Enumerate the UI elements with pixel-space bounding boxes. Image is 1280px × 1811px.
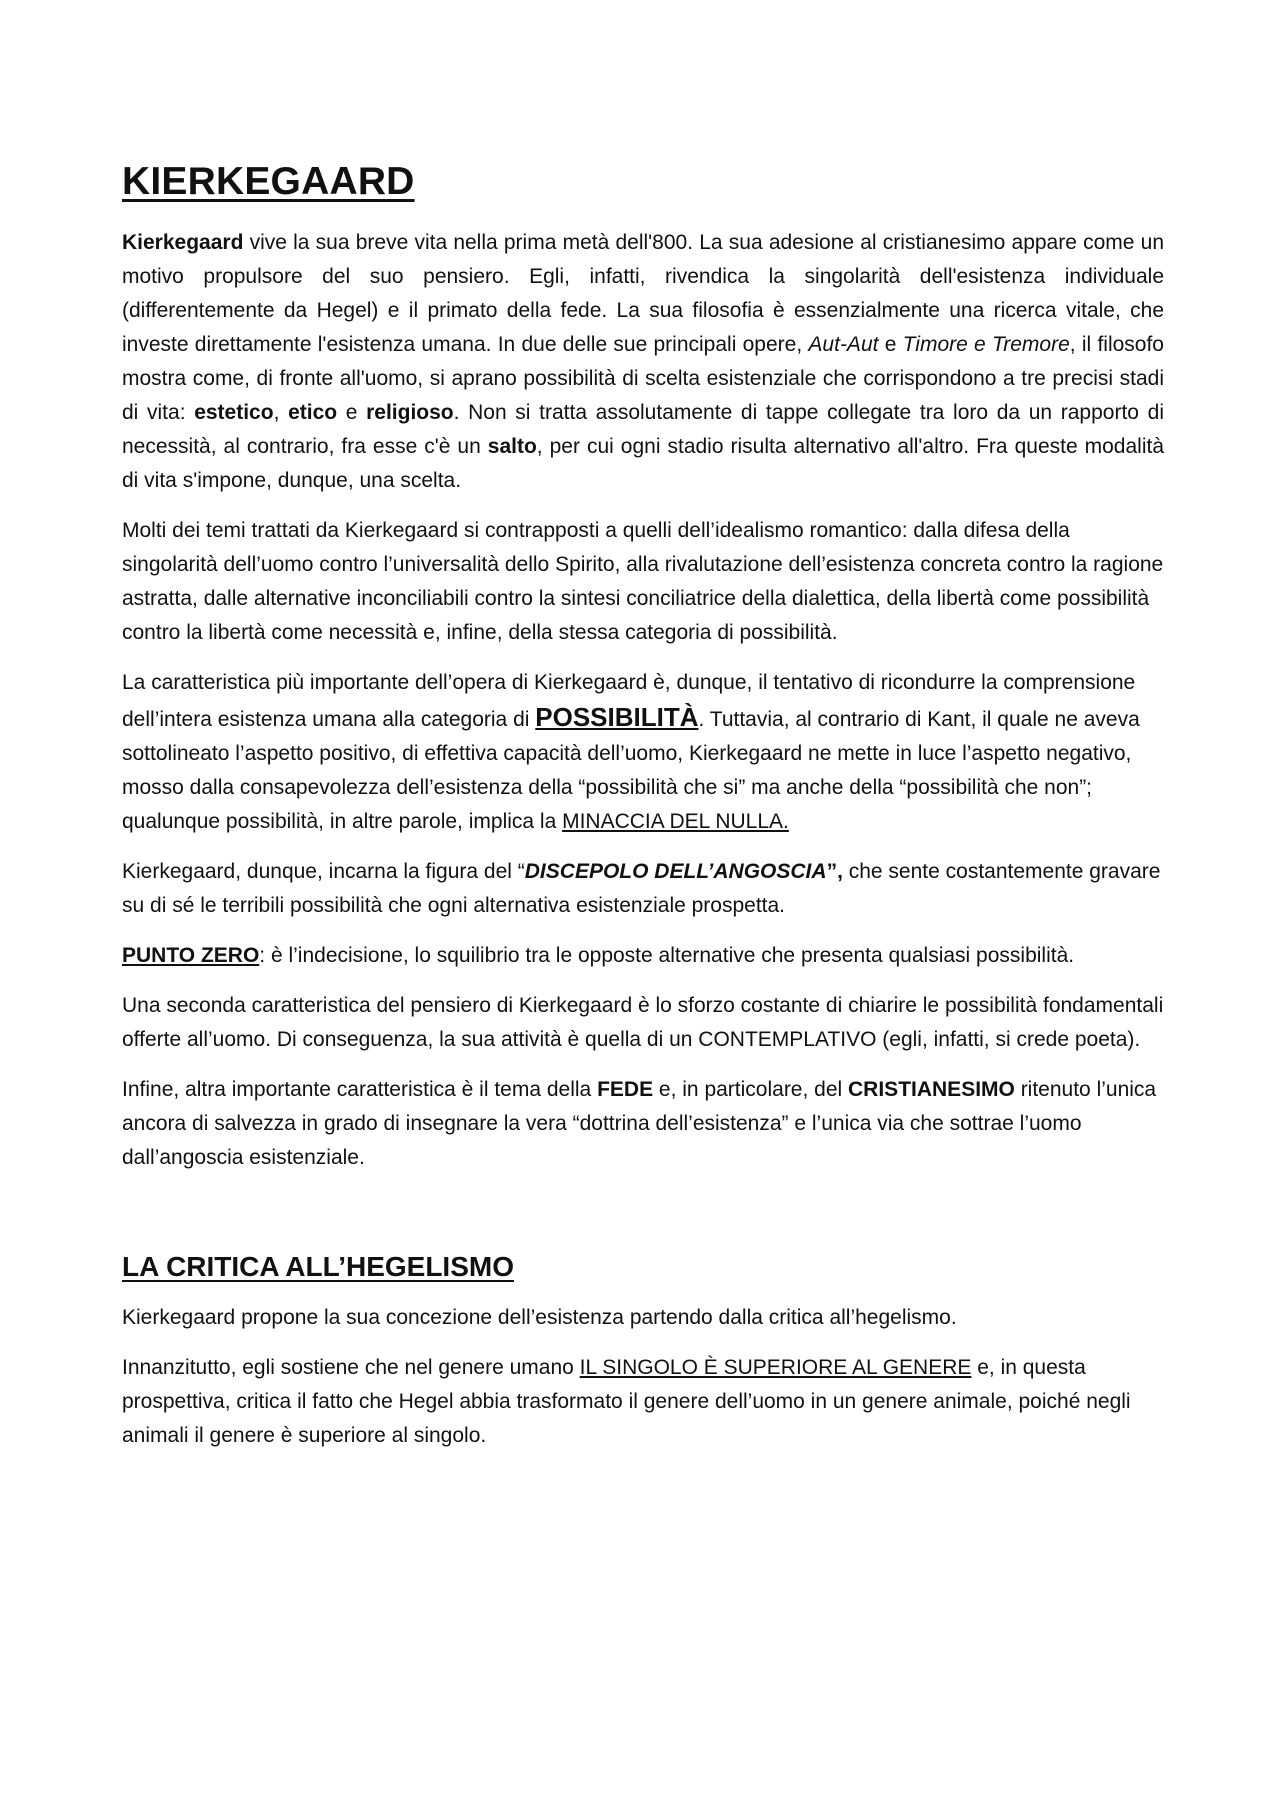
bold-kierkegaard: Kierkegaard bbox=[122, 231, 244, 254]
paragraph-possibilita: La caratteristica più importante dell’opera di Kierkegaard è, dunque, il tentativo di ricondurre la comprensione dell’intera esistenza umana alla categoria di POSSIBILITÀ. Tuttavia, al contrario di Kant, il quale ne aveva sottolineato l’aspetto positivo, di effettiva capacità dell’uomo, Kierkegaard ne mette in luce l’aspetto negativo, mosso dalla consapevolezza dell’esistenza della “possibilità che si” ma anche della “possibilità che non”; qualunque possibilità, in altre parole, implica la MINACCIA DEL NULLA. bbox=[122, 671, 1140, 833]
paragraph-fede: Infine, altra importante caratteristica è il tema della FEDE e, in particolare, del CRISTIANESIMO ritenuto l’unica ancora di salvezza in grado di insegnare la vera “dottrina dell’esistenza” e l’unica via che sottrae l’uomo dall’angoscia esistenziale. bbox=[122, 1078, 1157, 1169]
paragraph-discepolo: Kierkegaard, dunque, incarna la figura del “DISCEPOLO DELL’ANGOSCIA”, che sente costantemente gravare su di sé le terribili possibilità che ogni alternativa esistenziale prospetta. bbox=[122, 860, 1161, 917]
section-heading-hegelismo: LA CRITICA ALL’HEGELISMO bbox=[122, 1251, 514, 1282]
paragraph-singolo: Innanzitutto, egli sostiene che nel genere umano IL SINGOLO È SUPERIORE AL GENERE e, in questa prospettiva, critica il fatto che Hegel abbia trasformato il genere dell’uomo in un genere animale, poiché negli animali il genere è superiore al singolo. bbox=[122, 1356, 1131, 1447]
stage-religioso: religioso bbox=[366, 401, 454, 424]
punto-zero-label: PUNTO ZERO bbox=[122, 944, 260, 967]
paragraph-temi: Molti dei temi trattati da Kierkegaard si contrapposti a quelli dell’idealismo romantico: dalla difesa della singolarità dell’uomo contro l’universalità dello Spirito, alla rivalutazione dell’esistenza concreta contro la ragione astratta, dalle alternative inconciliabili contro la sintesi conciliatrice della dialettica, della libertà come possibilità contro la libertà come necessità e, infine, della stessa categoria di possibilità. bbox=[122, 519, 1164, 644]
page-title: KIERKEGAARD bbox=[122, 160, 415, 203]
bold-cristianesimo: CRISTIANESIMO bbox=[848, 1078, 1015, 1101]
paragraph-punto-zero: PUNTO ZERO: è l’indecisione, lo squilibrio tra le opposte alternative che presenta qualsiasi possibilità. bbox=[122, 944, 1075, 967]
stage-etico: etico bbox=[288, 401, 338, 424]
minaccia-del-nulla: MINACCIA DEL NULLA. bbox=[562, 810, 789, 833]
paragraph-contemplativo: Una seconda caratteristica del pensiero di Kierkegaard è lo sforzo costante di chiarire le possibilità fondamentali offerte all’uomo. Di conseguenza, la sua attività è quella di un CONTEMPLATIVO (egli, infatti, si crede poeta). bbox=[122, 994, 1164, 1051]
singolo-superiore: IL SINGOLO È SUPERIORE AL GENERE bbox=[579, 1356, 972, 1379]
bold-fede: FEDE bbox=[597, 1078, 654, 1101]
work-aut-aut: Aut-Aut bbox=[808, 333, 879, 356]
discepolo-angoscia: DISCEPOLO DELL’ANGOSCIA bbox=[524, 860, 827, 883]
bold-salto: salto bbox=[487, 435, 537, 458]
document-body bbox=[122, 160, 1164, 1469]
work-timore-e-tremore: Timore e Tremore bbox=[902, 333, 1070, 356]
paragraph-intro: Kierkegaard vive la sua breve vita nella prima metà dell'800. La sua adesione al cristianesimo appare come un motivo propulsore del suo pensiero. Egli, infatti, rivendica la singolarità dell'esistenza individuale (differentemente da Hegel) e il primato della fede. La sua filosofia è essenzialmente una ricerca vitale, che investe direttamente l'esistenza umana. In due delle sue principali opere, Aut-Aut e Timore e Tremore, il filosofo mostra come, di fronte all'uomo, si aprano possibilità di scelta esistenziale che corrispondono a tre precisi stadi di vita: estetico, etico e religioso. Non si tratta assolutamente di tappe collegate tra loro da un rapporto di necessità, al contrario, fra esse c'è un salto, per cui ogni stadio risulta alternativo all'altro. Fra queste modalità di vita s'impone, dunque, una scelta. bbox=[122, 231, 1165, 492]
stage-estetico: estetico bbox=[194, 401, 274, 424]
paragraph-critica-intro: Kierkegaard propone la sua concezione dell’esistenza partendo dalla critica all’hegelismo. bbox=[122, 1306, 957, 1329]
keyword-possibilita: POSSIBILITÀ bbox=[535, 702, 699, 732]
